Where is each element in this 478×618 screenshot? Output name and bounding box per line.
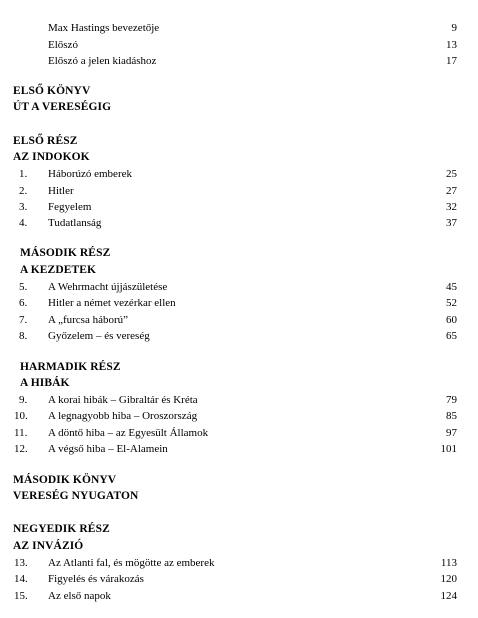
part-title: AZ INVÁZIÓ: [13, 540, 84, 552]
chapter-number: 3.: [19, 201, 28, 213]
entry-page: 124: [440, 590, 457, 602]
book-label: MÁSODIK KÖNYV: [13, 474, 117, 486]
toc-entry: [0, 410, 478, 423]
entry-page: 27: [446, 185, 457, 197]
book-title: ÚT A VERESÉGIG: [13, 101, 112, 113]
part-title: AZ INDOKOK: [13, 151, 90, 163]
entry-title: Háborúzó emberek: [48, 168, 132, 180]
entry-title: A „furcsa háború”: [48, 314, 129, 326]
chapter-number: 12.: [14, 443, 28, 455]
entry-page: 32: [446, 201, 457, 213]
entry-page: 37: [446, 217, 457, 229]
entry-title: A Wehrmacht újjászületése: [48, 281, 168, 293]
toc-entry: [0, 201, 478, 214]
entry-title: Tudatlanság: [48, 217, 102, 229]
toc-entry: [0, 427, 478, 440]
toc-entry: [0, 55, 478, 68]
entry-title: Előszó: [48, 39, 78, 51]
chapter-number: 5.: [19, 281, 28, 293]
entry-page: 45: [446, 281, 457, 293]
chapter-number: 13.: [14, 557, 28, 569]
toc-entry: [0, 330, 478, 343]
entry-title: Előszó a jelen kiadáshoz: [48, 55, 157, 67]
entry-title: A legnagyobb hiba – Oroszország: [48, 410, 198, 422]
toc-entry: [0, 39, 478, 52]
chapter-number: 2.: [19, 185, 28, 197]
chapter-number: 9.: [19, 394, 28, 406]
chapter-number: 15.: [14, 590, 28, 602]
chapter-number: 1.: [19, 168, 28, 180]
chapter-number: 4.: [19, 217, 28, 229]
part-label: HARMADIK RÉSZ: [20, 361, 121, 373]
chapter-number: 7.: [19, 314, 28, 326]
book-label: ELSŐ KÖNYV: [13, 85, 91, 97]
entry-page: 113: [440, 557, 457, 569]
entry-page: 101: [440, 443, 457, 455]
part-label: ELSŐ RÉSZ: [13, 135, 78, 147]
toc-entry: [0, 281, 478, 294]
toc-entry: [0, 573, 478, 586]
toc-entry: [0, 168, 478, 181]
entry-page: 17: [446, 55, 457, 67]
entry-page: 25: [446, 168, 457, 180]
entry-page: 13: [446, 39, 457, 51]
entry-page: 9: [451, 22, 457, 34]
entry-page: 120: [440, 573, 457, 585]
entry-title: Az első napok: [48, 590, 111, 602]
entry-title: Hitler: [48, 185, 74, 197]
toc-entry: [0, 443, 478, 456]
entry-title: Győzelem – és vereség: [48, 330, 150, 342]
part-label: NEGYEDIK RÉSZ: [13, 523, 110, 535]
entry-title: Fegyelem: [48, 201, 92, 213]
chapter-number: 11.: [14, 427, 28, 439]
chapter-number: 14.: [14, 573, 28, 585]
toc-entry: [0, 217, 478, 230]
entry-page: 52: [446, 297, 457, 309]
chapter-number: 10.: [14, 410, 28, 422]
entry-page: 60: [446, 314, 457, 326]
entry-page: 79: [446, 394, 457, 406]
entry-title: A korai hibák – Gibraltár és Kréta: [48, 394, 198, 406]
toc-entry: [0, 314, 478, 327]
chapter-number: 6.: [19, 297, 28, 309]
entry-page: 85: [446, 410, 457, 422]
entry-title: A döntő hiba – az Egyesült Államok: [48, 427, 209, 439]
toc-entry: [0, 297, 478, 310]
toc-entry: [0, 590, 478, 603]
toc-entry: [0, 185, 478, 198]
part-title: A HIBÁK: [20, 377, 70, 389]
book-title: VERESÉG NYUGATON: [13, 490, 139, 502]
toc-entry: [0, 394, 478, 407]
entry-title: Figyelés és várakozás: [48, 573, 144, 585]
chapter-number: 8.: [19, 330, 28, 342]
entry-page: 97: [446, 427, 457, 439]
part-title: A KEZDETEK: [20, 264, 97, 276]
entry-page: 65: [446, 330, 457, 342]
entry-title: Hitler a német vezérkar ellen: [48, 297, 176, 309]
entry-title: Max Hastings bevezetője: [48, 22, 160, 34]
toc-entry: [0, 22, 478, 35]
part-label: MÁSODIK RÉSZ: [20, 247, 111, 259]
toc-entry: [0, 557, 478, 570]
entry-title: A végső hiba – El-Alamein: [48, 443, 168, 455]
entry-title: Az Atlanti fal, és mögötte az emberek: [48, 557, 215, 569]
